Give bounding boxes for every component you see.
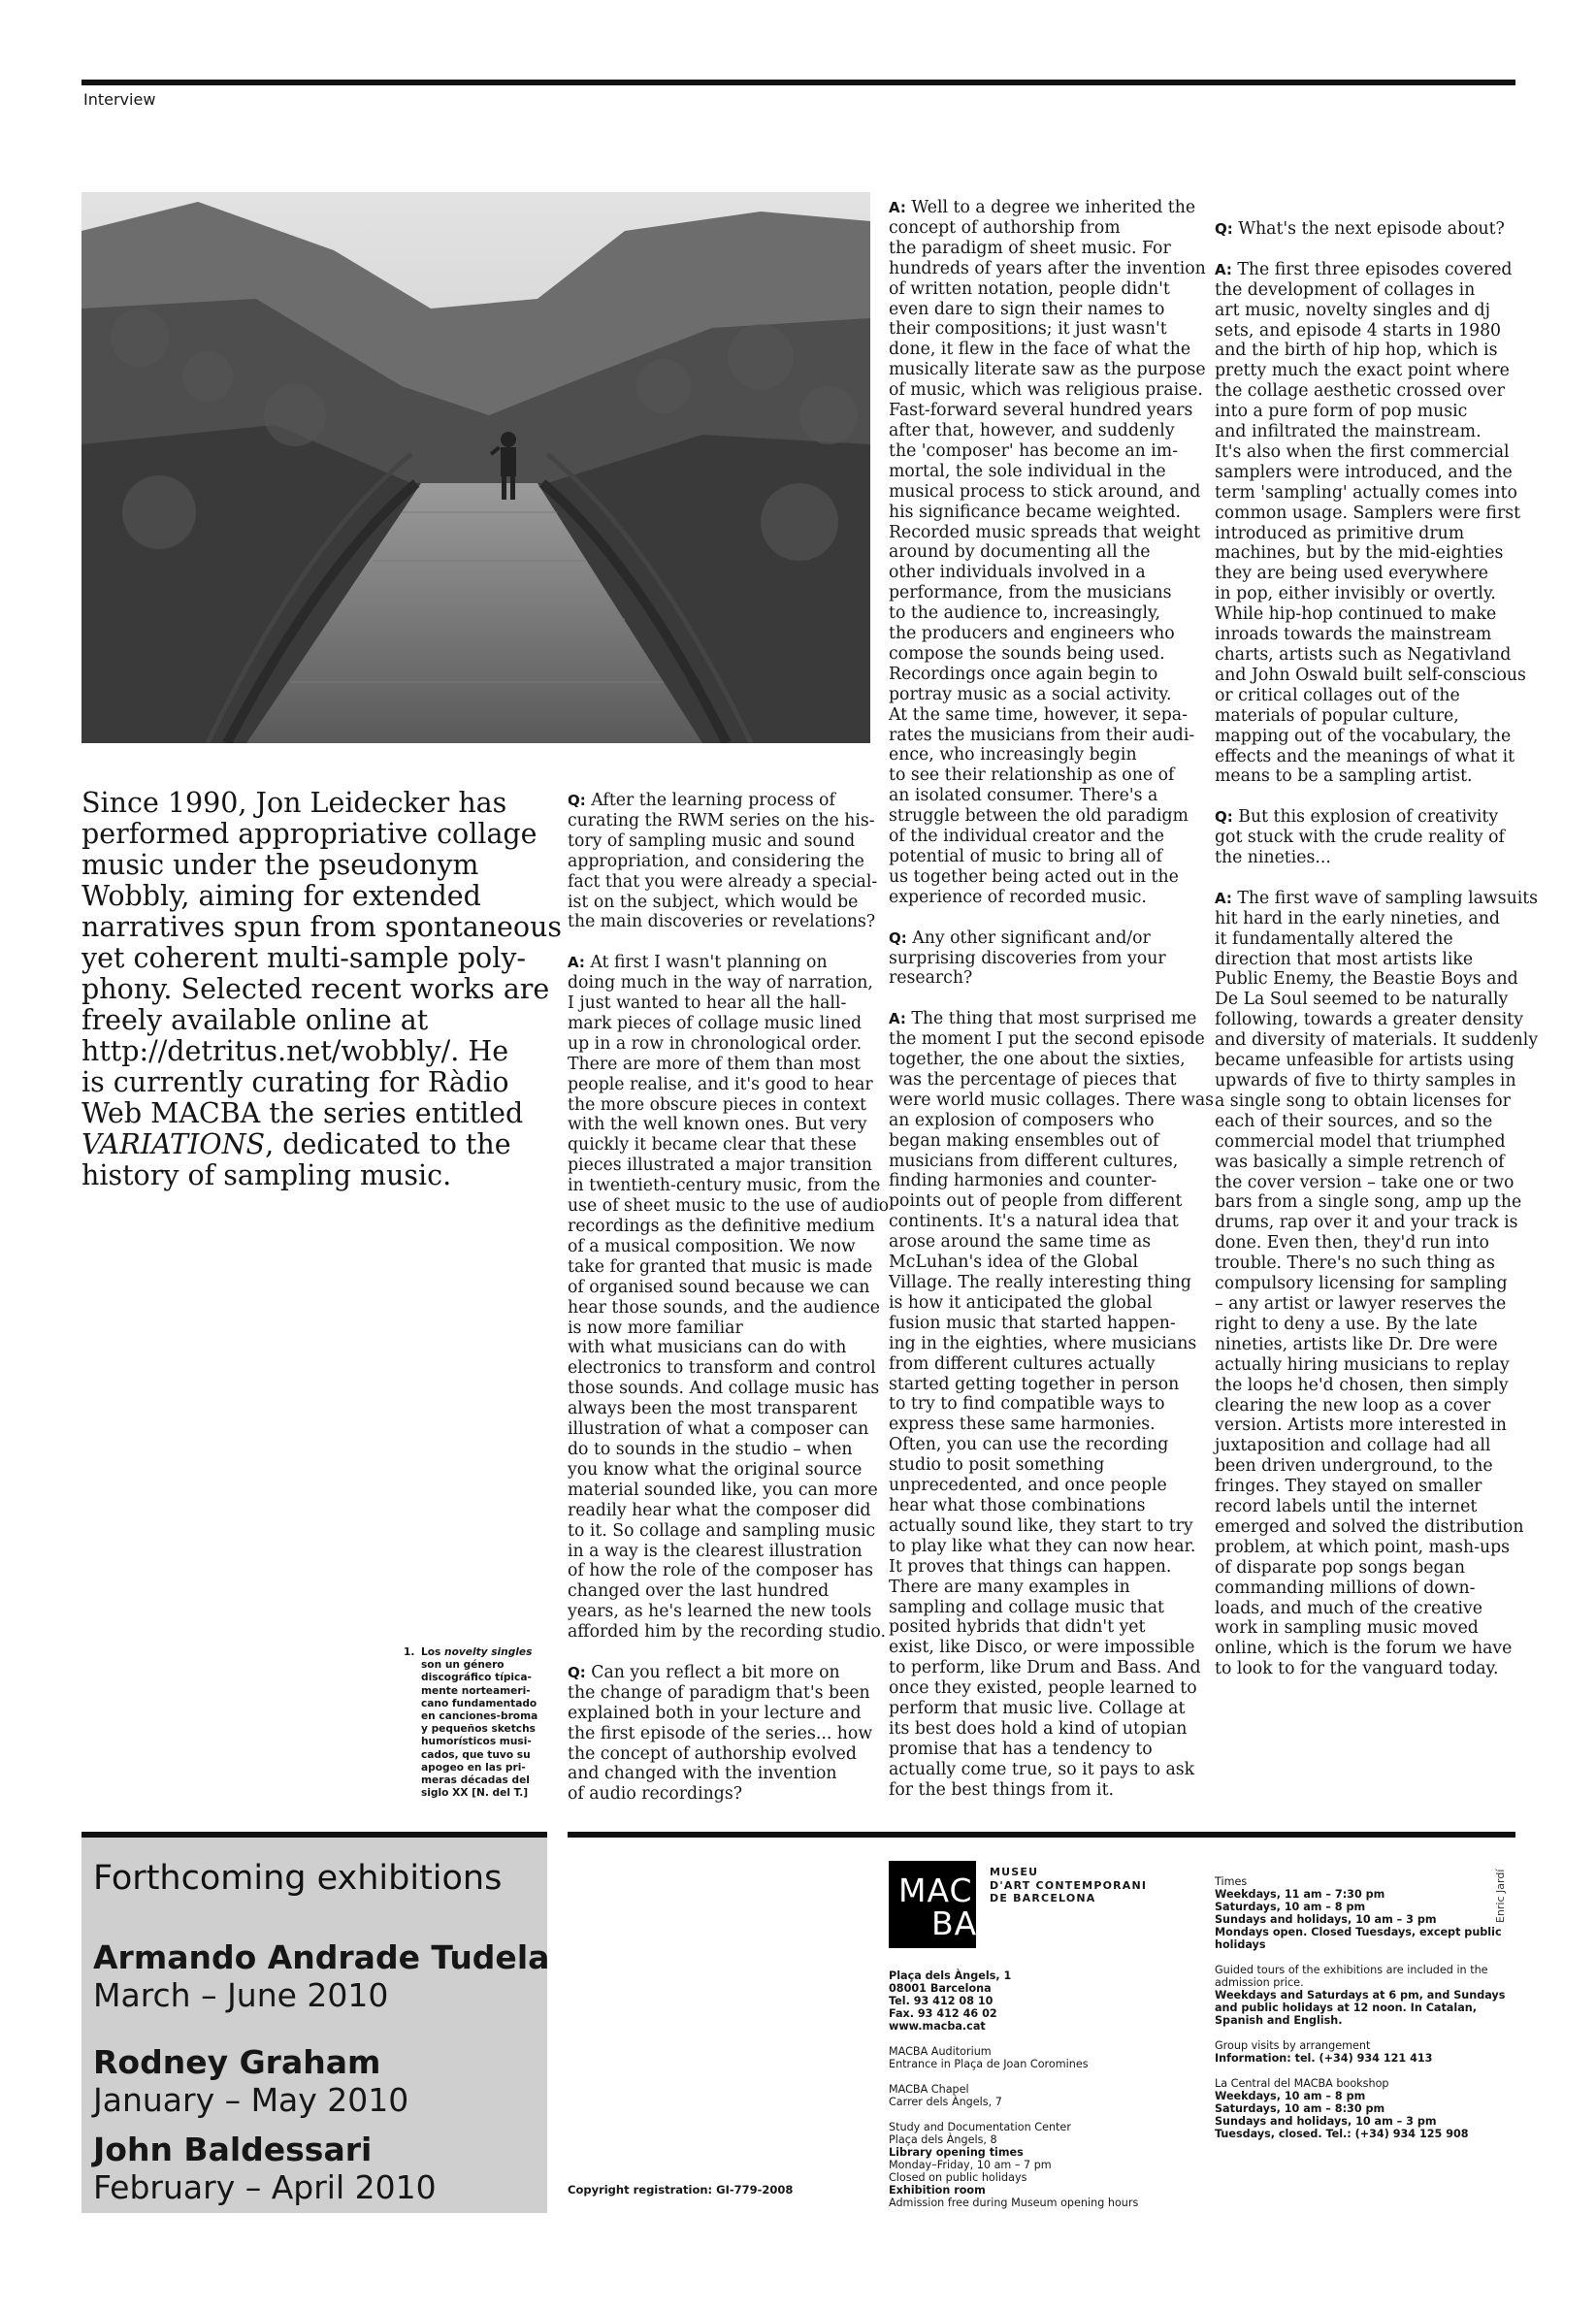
answer-tag: A:: [568, 954, 585, 972]
exhibition-dates: March – June 2010: [93, 1976, 389, 2014]
answer: A: Well to a degree we inherited the concept of authorship from the paradigm of sheet music. For hundreds of years after the invention of written notation, people didn't even dare to sign their names to their compositions; it just wasn't done, it flew in the face of what the musically literate saw as the purpose of music, which was religious praise. Fast-forward several hundred years after that, however, and suddenly the 'composer' has become an im- mortal, the sole individual in the musical process to stick around, and his significance became weighted. Recorded music spreads that weight around by documenting all the other individuals involved in a performance, from the musicians to the audience to, increasingly, the producers and engineers who compose the sounds being used. Recordings once again begin to portray music as a social activity. At the same time, however, it sepa- rates the musicians from their audi- ence, who increasingly begin to see their relationship as one of an isolated consumer. There's a struggle between the old paradigm of the individual creator and the potential of music to bring all of us together being acted out in the experience of recorded music.: [889, 198, 1206, 907]
question: Q: What's the next episode about?: [1215, 219, 1505, 239]
exhibition-item: [93, 2043, 408, 2119]
answer: A: The first wave of sampling lawsuits hit hard in the early nineties, and it fundamentally altered the direction that most artists like Public Enemy, the Beastie Boys and De La Soul seemed to be naturally following, towards a greater density and diversity of materials. It suddenly became unfeasible for artists using upwards of five to thirty samples in a single song to obtain licenses for each of their sources, and so the commercial model that triumphed was basically a simple retrench of the cover version – take one or two bars from a single song, amp up the drums, rap over it and your track is done. Even then, they'd run into trouble. There's no such thing as compulsory licensing for sampling – any artist or lawyer reserves the right to deny a use. By the late nineties, artists like Dr. Dre were actually hiring musicians to replay the loops he'd chosen, then simply clearing the new loop as a cover version. Artists more interested in juxtaposition and collage had all been driven underground, to the fringes. They stayed on smaller record labels until the internet emerged and solved the distribution problem, at which point, mash-ups of disparate pop songs began commanding millions of down- loads, and much of the creative work in sampling music moved online, which is the forum we have to look to for the vanguard today.: [1215, 888, 1539, 1679]
question-tag: Q:: [1215, 220, 1233, 238]
museum-name: MUSEU D'ART CONTEMPORANI DE BARCELONA: [990, 1866, 1148, 1904]
footnote: 1. Los novelty singles son un género discográfico típica- mente norteameri- cano fundamentado en canciones-broma y pequeños sketchs humorísticos musi- cados, que tuvo su apogeo en las pri- meras décadas del siglo XX [N. del T.]: [404, 1646, 538, 1800]
fax: Fax. 93 412 46 02: [889, 2007, 997, 2020]
question: Q: But this explosion of creativity got stuck with the crude reality of the nineties...: [1215, 807, 1505, 868]
footnote-number: 1.: [404, 1646, 415, 1658]
answer: A: The first three episodes covered the development of collages in art music, novelty singles and dj sets, and episode 4 starts in 1980 and the birth of hip hop, which is pretty much the exact point where the collage aesthetic crossed over into a pure form of pop music and infiltrated the mainstream. It's also when the first commercial samplers were introduced, and the term 'sampling' actually comes into common usage. Samplers were first introduced as primitive drum machines, but by the mid-eighties they are being used everywhere in pop, either invisibly or overtly. While hip-hop continued to make inroads towards the mainstream charts, artists such as Negativland and John Oswald built self-conscious or critical collages out of the materials of popular culture, mapping out of the vocabulary, the effects and the meanings of what it means to be a sampling artist.: [1215, 259, 1526, 787]
series-title: VARIATIONS: [81, 1128, 266, 1160]
exhibition-item: [93, 1938, 549, 2014]
address-line: 08001 Barcelona: [889, 1982, 992, 1995]
answer: A: At first I wasn't planning on doing much in the way of narration, I just wanted to hear all the hall- mark pieces of collage music lined up in a row in chronological order. There are more of them than most people realise, and it's good to hear the more obscure pieces in context with the well known ones. But very quickly it became clear that these pieces illustrated a major transition in twentieth-century music, from the use of sheet music to the use of audio recordings as the definitive medium of a musical composition. We now take for granted that music is made of organised sound because we can hear those sounds, and the audience is now more familiar with what musicians can do with electronics to transform and control those sounds. And collage music has always been the most transparent illustration of what a composer can do to sounds in the studio – when you know what the original source material sounded like, you can more readily hear what the composer did to it. So collage and sampling music in a way is the clearest illustration of how the role of the composer has changed over the last hundred years, as he's learned the new tools afforded him by the recording studio.: [568, 953, 890, 1643]
phone: Tel. 93 412 08 10: [889, 1995, 993, 2007]
exhibition-dates: February – April 2010: [93, 2168, 437, 2206]
museum-contact-info: Plaça dels Àngels, 1 08001 Barcelona Tel. 93 412 08 10 Fax. 93 412 46 02 www.macba.cat MACBA Auditorium Entrance in Plaça de Joan Coromines MACBA Chapel Carrer dels Àngels, 7 Study and Documentation Center Plaça dels Àngels, 8 Library opening times Monday–Friday, 10 am – 7 pm Closed on public holidays Exhibition room Admission free during Museum opening hours: [889, 1969, 1139, 2209]
top-rule: [81, 80, 1515, 85]
photo-bridge-forest: [81, 192, 870, 743]
design-credit: Enric Jardí: [1494, 1869, 1507, 1923]
answer-tag: A:: [1215, 889, 1232, 907]
answer-tag: A:: [889, 199, 906, 216]
question-tag: Q:: [568, 792, 586, 809]
photo-illustration: [81, 192, 870, 743]
answer-tag: A:: [1215, 260, 1232, 278]
question: Q: Any other significant and/or surprising discoveries from your research?: [889, 928, 1166, 989]
question-tag: Q:: [889, 928, 907, 947]
forthcoming-exhibitions-box: [81, 1838, 550, 2213]
question-tag: Q:: [1215, 808, 1233, 827]
answer: A: The thing that most surprised me the moment I put the second episode together, the one about the sixties, was the percentage of pieces that were world music collages. There was an explosion of composers who began making ensembles out of musicians from different cultures, finding harmonies and counter- points out of people from different continents. It's a natural idea that arose around the same time as McLuhan's idea of the Global Village. The really interesting thing is how it anticipated the global fusion music that started happen- ing in the eighties, where musicians from different cultures actually started getting together in person to try to find compatible ways to express these same harmonies. Often, you can use the recording studio to posit something unprecedented, and once people hear what those combinations actually sound like, they start to try to play like what they can now hear. It proves that things can happen. There are many examples in sampling and collage music that posited hybrids that didn't yet exist, like Disco, or were impossible to perform, like Drum and Bass. And once they existed, people learned to perform that music live. Collage at its best does hold a kind of utopian promise that has a tendency to actually come true, so it pays to ask for the best things from it.: [889, 1009, 1215, 1800]
address-line: Plaça dels Àngels, 1: [889, 1969, 1012, 1982]
exhibition-item: [93, 2131, 437, 2206]
exhibition-dates: January – May 2010: [93, 2081, 409, 2119]
interview-column-2: [889, 198, 1214, 1820]
exhibitions-heading: Forthcoming exhibitions: [93, 1859, 503, 1898]
intro-paragraph: Since 1990, Jon Leidecker has performed appropriative collage music under the pseudonym Wobbly, aiming for extended narratives spun from spontaneous yet coherent multi-sample poly- phony. Selected recent works are freely available online at http://detritus.net/wobbly/. He is currently curating for Ràdio Web MACBA the series entitled VARIATIONS, dedicated to the history of sampling music.: [81, 787, 563, 1191]
bottom-rule-right: [568, 1832, 1515, 1838]
museum-opening-hours: Times Weekdays, 11 am – 7:30 pm Saturdays, 10 am – 8 pm Sundays and holidays, 10 am – 3 pm Mondays open. Closed Tuesdays, except public holidays Guided tours of the exhibitions are included in the admission price. Weekdays and Saturdays at 6 pm, and Sundays and public holidays at 12 noon. In Catalan, Spanish and English. Group visits by arrangement Information: tel. (+34) 934 121 413 La Central del MACBA bookshop Weekdays, 10 am – 8 pm Saturdays, 10 am – 8:30 pm Sundays and holidays, 10 am – 3 pm Tuesdays, closed. Tel.: (+34) 934 125 908: [1215, 1875, 1506, 2140]
exhibition-name: Armando Andrade Tudela: [93, 1938, 550, 1976]
interview-column-1: [568, 791, 889, 1825]
question: Q: Can you reflect a bit more on the change of paradigm that's been explained both in your lecture and the first episode of the series... how the concept of authorship evolved and changed with the invention of audio recordings?: [568, 1662, 873, 1805]
answer-tag: A:: [889, 1010, 906, 1028]
interview-column-3: [1215, 219, 1538, 1700]
copyright-registration: Copyright registration: GI-779-2008: [568, 2183, 794, 2197]
macba-logo: MAC BA: [889, 1861, 976, 1948]
website-link[interactable]: www.macba.cat: [889, 2020, 986, 2033]
question: Q: After the learning process of curating the RWM series on the his- tory of sampling music and sound appropriation, and considering the fact that you were already a special- ist on the subject, which would be the main discoveries or revelations?: [568, 791, 878, 932]
section-label: Interview: [83, 90, 156, 109]
exhibition-name: Rodney Graham: [93, 2043, 381, 2081]
exhibition-name: John Baldessari: [93, 2131, 373, 2168]
question-tag: Q:: [568, 1663, 586, 1681]
